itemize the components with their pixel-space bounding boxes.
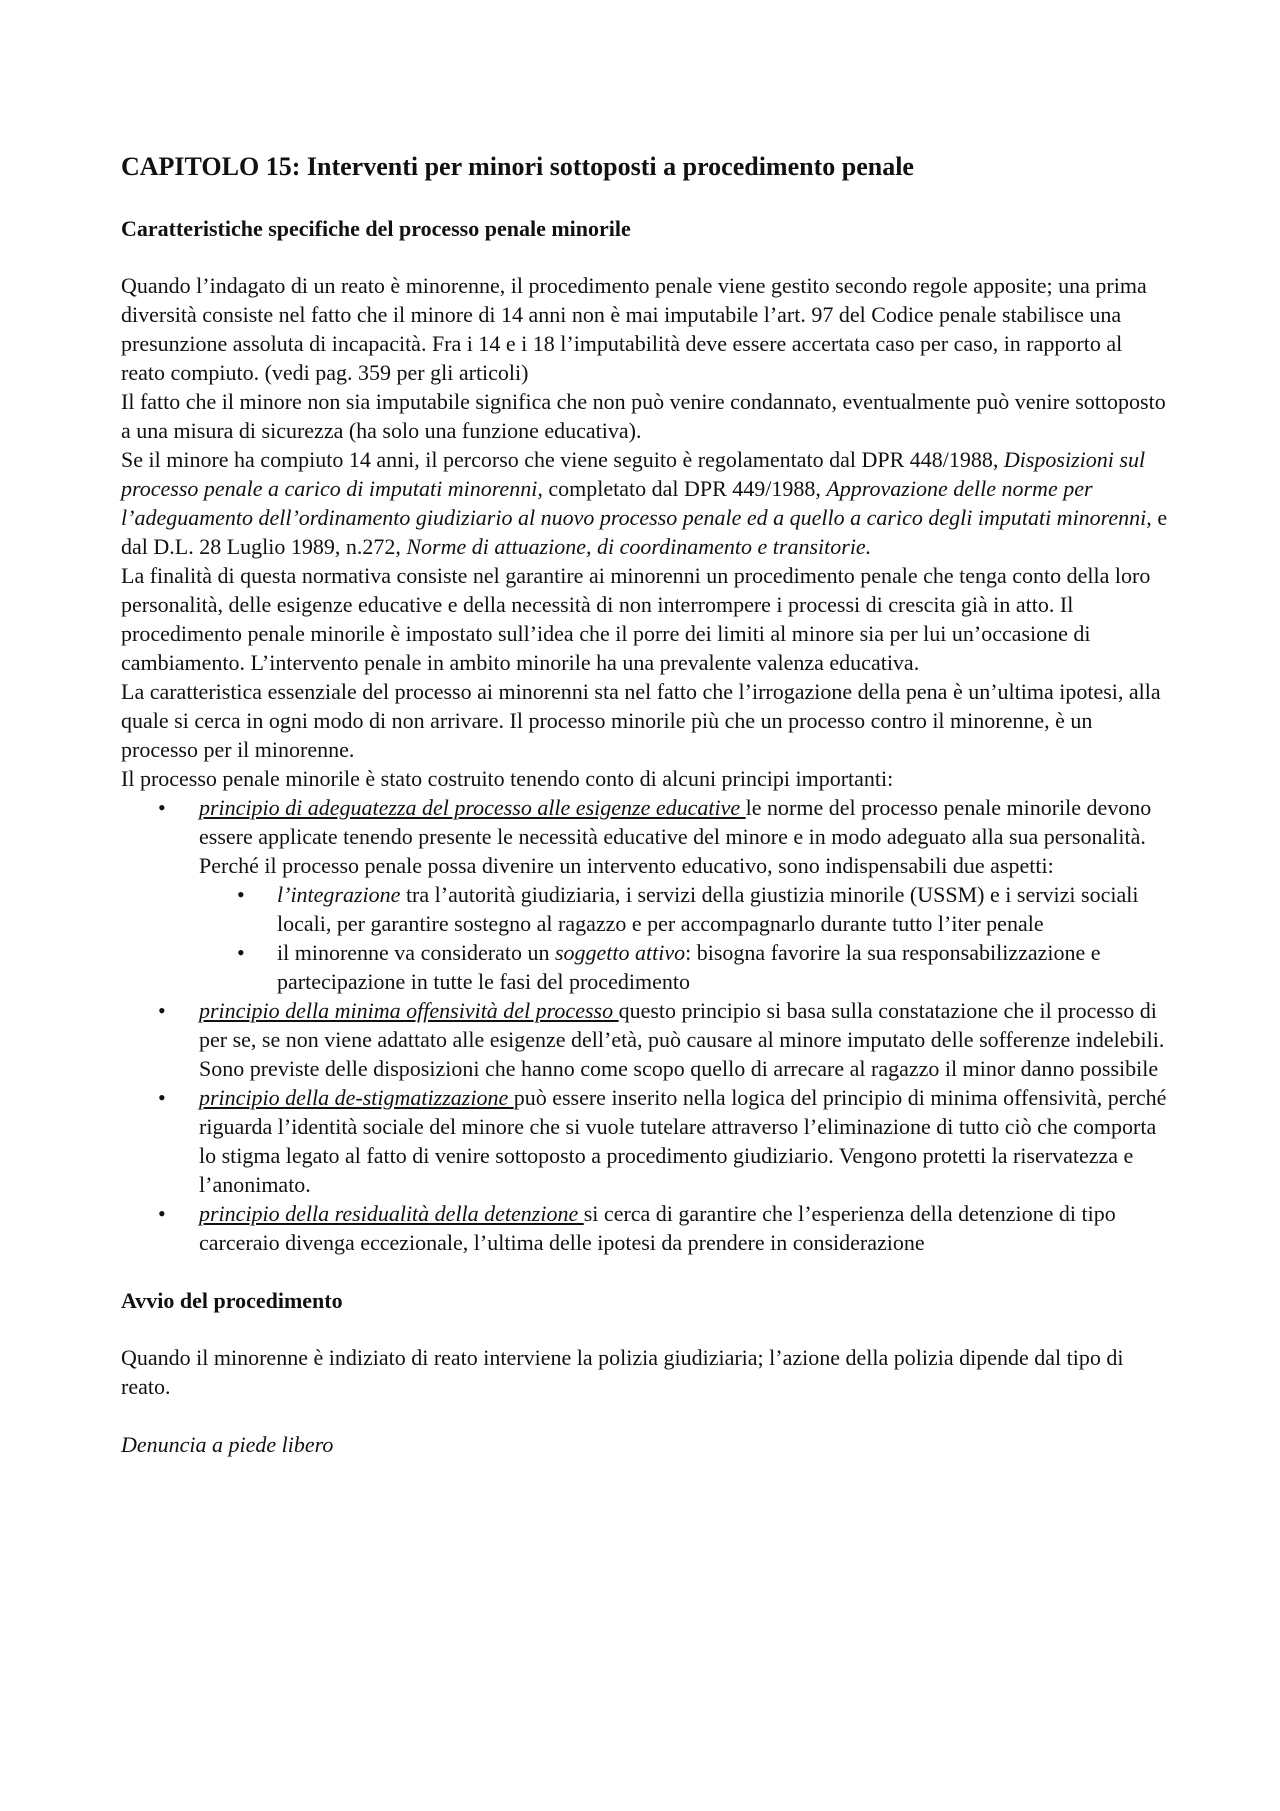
legislation-text-2: completato dal DPR 449/1988, [542,476,827,501]
list-item [199,938,1171,996]
sub-item-term: l’integrazione [277,882,401,907]
principle-text: questo principio si basa sulla constatazione che il processo di per se, se non viene adattato alle esigenze dell’età, può causare al minore imputato delle sofferenze indelebili. Sono previste delle disposizioni che hanno come scopo quello di arrecare al ragazzo il minor danno possibile [199,998,1165,1081]
paragraph-imputability: Quando l’indagato di un reato è minorenne, il procedimento penale viene gestito secondo regole apposite; una prima diversità consiste nel fatto che il minore di 14 anni non è mai imputabile l’art. 97 del Codice penale stabilisce una presunzione assoluta di incapacità. Fra i 14 e i 18 l’imputabilità deve essere accertata caso per caso, in rapporto al reato compiuto. (vedi pag. 359 per gli articoli) [121,273,1147,385]
chapter-title: CAPITOLO 15: Interventi per minori sottoposti a procedimento penale [121,152,914,181]
section-heading-start: Avvio del procedimento [121,1288,343,1313]
principle-name: principio di adeguatezza del processo alle esigenze educative [199,795,746,820]
paragraph-legislation [121,445,1171,561]
sub-item-text: tra l’autorità giudiziaria, i servizi della giustizia minorile (USSM) e i servizi sociali locali, per garantire sostegno al ragazzo e per accompagnarlo durante tutto l’iter penale [277,882,1139,936]
principle-name: principio della de-stigmatizzazione [199,1085,514,1110]
sub-item-text: : bisogna favorire la sua responsabilizzazione e partecipazione in tutte le fasi del procedimento [277,940,1101,994]
principle-text: le norme del processo penale minorile devono essere applicate tenendo presente le necessità educative del minore e in modo adeguato alla sua personalità. Perché il processo penale possa divenire un intervento educativo, sono indispensabili due aspetti: [199,795,1152,878]
principle-text: si cerca di garantire che l’esperienza della detenzione di tipo carceraio divenga eccezionale, l’ultima delle ipotesi da prendere in considerazione [199,1201,1116,1255]
paragraph-purpose: La finalità di questa normativa consiste nel garantire ai minorenni un procedimento penale che tenga conto della loro personalità, delle esigenze educative e della necessità di non interrompere i processi di crescita già in atto. Il procedimento penale minorile è impostato sull’idea che il porre dei limiti al minore sia per lui un’occasione di cambiamento. L’intervento penale in ambito minorile ha una prevalente valenza educativa. [121,563,1151,675]
principle-text: può essere inserito nella logica del principio di minima offensività, perché riguarda l’identità sociale del minore che si vuole tutelare attraverso l’eliminazione di tutto ciò che comporta lo stigma legato al fatto di venire sottoposto a procedimento giudiziario. Vengono protetti la riservatezza e l’anonimato. [199,1085,1167,1197]
legislation-text-1: Se il minore ha compiuto 14 anni, il percorso che viene seguito è regolamentato dal DPR 448/1988, [121,447,1004,472]
list-item [121,1199,1171,1257]
principles-list [121,793,1171,1257]
section-heading-characteristics: Caratteristiche specifiche del processo penale minorile [121,216,631,241]
list-item [121,793,1171,996]
legislation-title-2: Approvazione delle norme per l’adeguamento dell’ordinamento giudiziario al nuovo processo penale ed a quello a carico degli imputati minorenni, [121,476,1152,530]
paragraph-essential-feature: La caratteristica essenziale del processo ai minorenni sta nel fatto che l’irrogazione della pena è un’ultima ipotesi, alla quale si cerca in ogni modo di non arrivare. Il processo minorile più che un processo contro il minorenne, è un processo per il minorenne. [121,679,1161,762]
document-page [121,150,1171,1459]
paragraph-principles-intro: Il processo penale minorile è stato costruito tenendo conto di alcuni principi importanti: [121,766,894,791]
list-item [199,880,1171,938]
sub-list [199,880,1171,996]
subsection-title-text: Denuncia a piede libero [121,1432,334,1457]
list-item [121,1083,1171,1199]
list-item [121,996,1171,1083]
paragraph-police: Quando il minorenne è indiziato di reato interviene la polizia giudiziaria; l’azione della polizia dipende dal tipo di reato. [121,1345,1124,1399]
principle-name: principio della minima offensività del processo [199,998,619,1023]
legislation-text-3: e dal D.L. 28 Luglio 1989, n.272, [121,505,1168,559]
sub-item-term: soggetto attivo [554,940,686,965]
principle-name: principio della residualità della detenzione [199,1201,584,1226]
legislation-title-3: Norme di attuazione, di coordinamento e transitorie. [406,534,872,559]
legislation-title-1: Disposizioni sul processo penale a carico di imputati minorenni, [121,447,1146,501]
paragraph-not-imputable: Il fatto che il minore non sia imputabile significa che non può venire condannato, eventualmente può venire sottoposto a una misura di sicurezza (ha solo una funzione educativa). [121,389,1166,443]
sub-item-text: il minorenne va considerato un [277,940,555,965]
subsection-title [121,1430,1171,1459]
